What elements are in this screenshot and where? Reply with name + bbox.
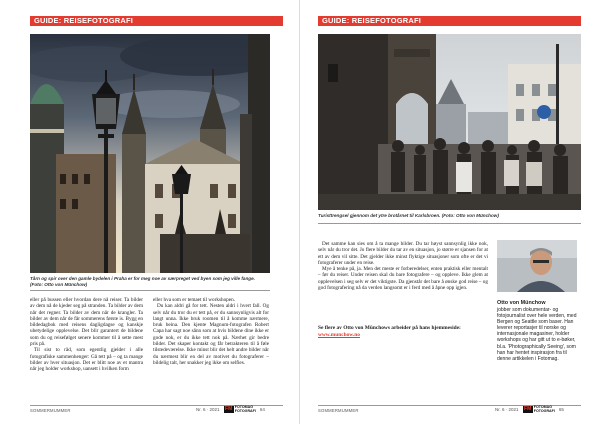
footer-issue: Nr. 6 · 2021 bbox=[495, 407, 519, 413]
body-paragraph: Mye å tenke på, ja. Men det meste er forberedelser, enten praktisk eller mentalt – før du reiser. Under reisen skal du bare fotografere – og oppleve. Ikke glem at opplevelsen i seg selv er det viktigste. Da gjenstår det bare å ønske god reise – og god fotografering nå da verden langsomt er i ferd med å åpne opp igjen. bbox=[318, 266, 488, 292]
caption-divider bbox=[30, 290, 270, 291]
promo-text: Se flere av Otto von Münchows arbeider på hans hjemmeside: bbox=[318, 325, 461, 331]
page-number: 65 bbox=[558, 407, 564, 413]
section-header: GUIDE: REISEFOTOGRAFI bbox=[30, 16, 283, 26]
body-column-1 bbox=[30, 297, 143, 373]
author-bio bbox=[497, 300, 579, 362]
fm-logo-text: FOTOMAG FOTOGRAFI bbox=[234, 405, 256, 413]
photo-caption: Tårn og spir over den gamle bydelen i Praha er for meg noe av særpreget ved byen som jeg ville fange. (Foto: Otto von Münchow) bbox=[30, 276, 255, 287]
section-header: GUIDE: REISEFOTOGRAFI bbox=[318, 16, 581, 26]
footer-issue: Nr. 6 · 2021 bbox=[196, 407, 220, 413]
website-link[interactable]: www.munchow.no bbox=[318, 331, 360, 338]
footer-section-label: SOMMERMUMMER bbox=[30, 408, 71, 413]
body-paragraph: Til sist to råd, som egentlig gjelder i alle fotografiske sammenhenger: Gå tett på – og ta mange bilder av hver situasjon. Det er blitt noe av et mantra når jeg holder workshop, uansett i hvilken form bbox=[30, 347, 143, 373]
body-paragraph: Du kan aldri gå for tett. Nesten aldri i hvert fall. Og selv når du tror du er tett på, er du sannsynligvis alt for langt unna. Ikke bruk roomen til å komme nærmere, bruk beina. Den kjente Magnum-fotografen Robert Capa har sagt noe sånn som at hvis bildene dine ikke er gode nok, er du ikke tett nok på. Nærhet gir bedre bilder. Det skaper kontakt og får betrakteren til å føle tilstedeværelse. Ikke minst blir det helt andre bilder når du nærmest blir en del av motivet du fotograferer – bildelig talt, her snakker jeg ikke om selfies. bbox=[153, 303, 269, 366]
fm-logo-mark: FM bbox=[225, 406, 233, 413]
body-paragraph: eller hva som er temaet til workshopen. bbox=[153, 297, 235, 303]
photo-caption: Turisttrengsel gjennom det ytre brotårnet til Karlsbroen. (Foto: Otto von Münchow) bbox=[318, 213, 499, 218]
footer-issue-block bbox=[196, 406, 265, 414]
fm-logo-text: FOTOMAG FOTOGRAFI bbox=[533, 405, 555, 413]
author-portrait bbox=[497, 240, 577, 292]
author-name: Otto von Münchow bbox=[497, 300, 546, 306]
prague-towers-photo bbox=[30, 34, 270, 273]
website-promo bbox=[318, 325, 488, 338]
fotomag-logo bbox=[523, 406, 555, 414]
fm-logo-mark: FM bbox=[524, 406, 532, 413]
fotomag-logo bbox=[224, 406, 256, 414]
body-column-2 bbox=[153, 297, 269, 366]
footer-issue-block bbox=[495, 406, 564, 414]
body-paragraph: eller på bussen eller hvordan dere nå reiser. Ta bilder av dem nå de kjeder seg på stranden. Ta bilder av dem når det regner. Ta bilder av dem når de krangler. Ta bilder av dem når de får sommerens første is. Bygg en bildedagbok med reisens dagligdagse og kanskje ubetydelige opplevelse. Det blir garantert de bildene som du og reisefølget senere kommer til å sette mest pris på. bbox=[30, 297, 143, 348]
footer-section-label: SOMMERMUMMER bbox=[318, 408, 359, 413]
body-paragraph: Det samme kan sies om å ta mange bilder. Du tar høyst sannsynlig ikke nok, selv når du tror det. Jo flere bilder du tar av en situasjon, jo større er sjansen for at ett av dem vil sitte. Det gjelder ikke minst flyktige situasjoner som ofte er det vi fotograferer under en reise. bbox=[318, 241, 488, 266]
body-column-1 bbox=[318, 241, 488, 291]
right-page bbox=[300, 0, 600, 424]
charles-bridge-photo bbox=[318, 34, 581, 210]
page-number: 64 bbox=[259, 407, 265, 413]
author-bio-text: jobber som dokumentar- og fotojournalist over hele verden, med Bergen og Seattle som baser. Han leverer reportasjer til norske og internasjonale magasiner, holder workshops og har gitt ut to e-bøker, bl.a. 'Photographically Seeing', som han har hentet inspirasjon fra til denne artikkelen i Fotomag. bbox=[497, 307, 577, 362]
caption-divider bbox=[318, 223, 581, 224]
